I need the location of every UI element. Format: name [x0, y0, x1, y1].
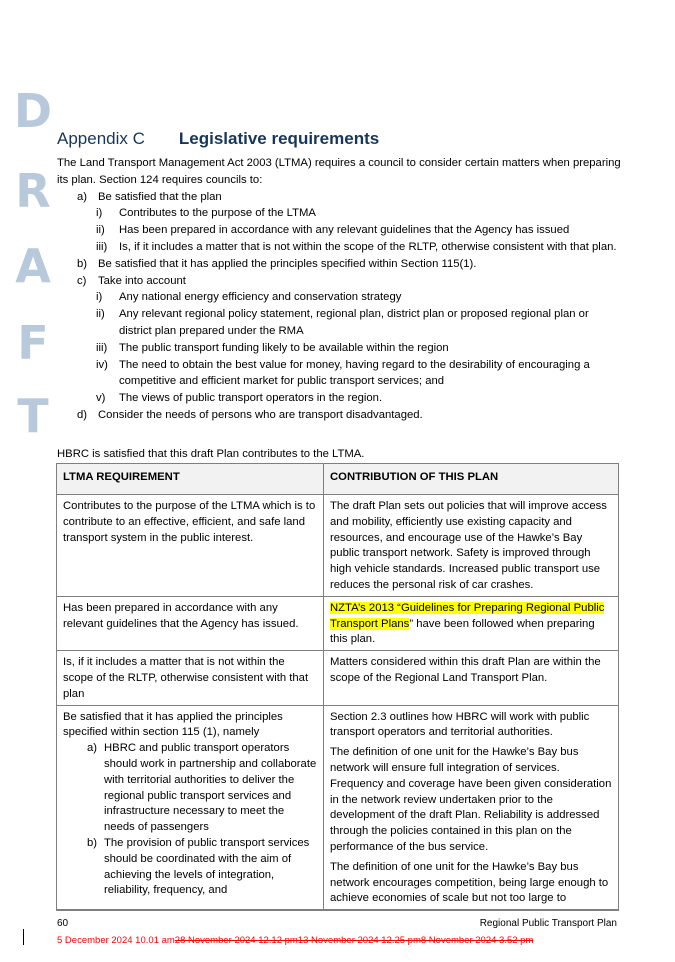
watermark-letter: D: [13, 84, 53, 138]
list-marker: iii): [96, 240, 108, 253]
list-marker: i): [96, 207, 103, 220]
principle-item: [63, 741, 317, 836]
ltma-requirements-table: [56, 463, 619, 910]
watermark-letter: F: [17, 316, 49, 370]
list-marker: a): [87, 742, 98, 755]
table-row: [57, 596, 619, 650]
revision-date: [57, 935, 533, 946]
sub-list-item-text: Contributes to the purpose of the LTMA: [119, 207, 316, 220]
list-marker: d): [77, 408, 88, 421]
requirement-cell: Contributes to the purpose of the LTMA which is to contribute to an effective, efficient, and safe land transport system in the public interest.: [57, 495, 324, 597]
requirement-cell: [57, 705, 324, 910]
list-item: [57, 273, 623, 407]
list-marker: v): [96, 392, 106, 405]
principle-text: The provision of public transport services should be coordinated with the aim of achieving the levels of integration, reliability, frequency, and: [104, 836, 310, 897]
contribution-paragraph: The definition of one unit for the Hawke’s Bay bus network encourages competition, being large enough to achieve economies of scale but not too large to: [330, 860, 609, 905]
list-marker: iii): [96, 341, 108, 354]
principle-text: HBRC and public transport operators should work in partnership and collaborate with territorial authorities to deliver the regional public transport services and infrastructure necessary to meet the needs of passengers: [104, 742, 317, 834]
sub-list-item: [57, 306, 623, 340]
sub-list-item: [57, 289, 623, 306]
sub-list-item: [57, 222, 623, 239]
footer-divider: [56, 910, 619, 911]
contribution-cell: [324, 596, 619, 650]
list-marker: b): [77, 257, 88, 270]
appendix-heading: [57, 129, 379, 149]
contribution-cell: The draft Plan sets out policies that will improve access and mobility, efficiently use existing capacity and resources, and encourage use of the Hawke’s Bay public transport network. Safety is improved through high vehicle standards. Increased public transport use reduces the personal risk of car crashes.: [324, 495, 619, 597]
sub-list-item: [57, 390, 623, 407]
appendix-label: Appendix C: [57, 129, 145, 148]
list-item-text: Take into account: [98, 274, 186, 287]
requirements-list: [57, 189, 623, 424]
list-item: [57, 256, 623, 273]
column-header: LTMA REQUIREMENT: [57, 464, 324, 495]
list-item: [57, 189, 623, 256]
sub-list-item-text: The need to obtain the best value for money, having regard to the desirability of encouraging a competitive and efficient market for public transport services; and: [119, 358, 590, 388]
sub-list-item-text: The public transport funding likely to be available within the region: [119, 341, 449, 354]
list-marker: a): [77, 190, 88, 203]
contribution-text: ” have been followed when preparing this plan.: [330, 617, 595, 646]
highlighted-text: NZTA’s 2013 “Guidelines for Preparing Regional Public Transport Plans: [330, 601, 605, 630]
watermark-letter: T: [17, 389, 49, 443]
sub-list-item: [57, 205, 623, 222]
sub-list-item-text: Has been prepared in accordance with any relevant guidelines that the Agency has issued: [119, 224, 570, 237]
table-row: [57, 651, 619, 705]
change-bar: [23, 929, 24, 945]
document-title: Regional Public Transport Plan: [479, 918, 617, 929]
sub-list-item: [57, 357, 623, 391]
principles-list: [63, 741, 317, 899]
table-header-row: [57, 464, 619, 495]
list-item: [57, 407, 623, 424]
summary-statement: HBRC is satisfied that this draft Plan contributes to the LTMA.: [57, 448, 365, 460]
principle-item: [63, 836, 317, 899]
column-header: CONTRIBUTION OF THIS PLAN: [324, 464, 619, 495]
requirement-cell: Is, if it includes a matter that is not within the scope of the RLTP, otherwise consistent with that plan: [57, 651, 324, 705]
sub-list-item-text: Any national energy efficiency and conservation strategy: [119, 291, 402, 304]
list-marker: b): [87, 836, 98, 849]
appendix-title: Legislative requirements: [178, 129, 380, 148]
watermark-letter: A: [15, 239, 51, 293]
sub-list: [98, 289, 623, 407]
page-number: 60: [57, 918, 69, 929]
contribution-paragraph: Section 2.3 outlines how HBRC will work with public transport operators and territorial authorities.: [330, 710, 590, 739]
list-marker: ii): [96, 224, 105, 237]
requirement-text: Be satisfied that it has applied the principles specified within section 115 (1), namely: [63, 710, 283, 739]
sub-list-item: [57, 239, 623, 256]
list-marker: ii): [96, 308, 105, 321]
list-item-text: Be satisfied that the plan: [98, 190, 222, 203]
sub-list-item-text: The views of public transport operators in the region.: [119, 392, 383, 405]
intro-paragraph: The Land Transport Management Act 2003 (LTMA) requires a council to consider certain matters when preparing its plan. Section 124 requires councils to:: [57, 157, 621, 186]
table-row: [57, 495, 619, 597]
list-item-text: Consider the needs of persons who are transport disadvantaged.: [98, 408, 423, 421]
body-text: [57, 155, 623, 424]
list-marker: iv): [96, 358, 108, 371]
sub-list-item-text: Any relevant regional policy statement, regional plan, district plan or proposed regional plan or district plan prepared under the RMA: [119, 308, 589, 337]
watermark-letter: R: [15, 164, 51, 218]
revision-current: 5 December 2024 10.01 am: [57, 935, 175, 946]
revision-deleted: 28 November 2024 12.12 pm13 November 2024 12.25 pm8 November 2024 3.52 pm: [174, 935, 534, 946]
list-item-text: Be satisfied that it has applied the principles specified within Section 115(1).: [98, 257, 477, 270]
contribution-cell: [324, 705, 619, 910]
sub-list: [98, 205, 623, 255]
contribution-cell: Matters considered within this draft Plan are within the scope of the Regional Land Transport Plan.: [324, 651, 619, 705]
list-marker: c): [77, 274, 87, 287]
sub-list-item: [57, 340, 623, 357]
requirement-cell: Has been prepared in accordance with any relevant guidelines that the Agency has issued.: [57, 596, 324, 650]
sub-list-item-text: Is, if it includes a matter that is not within the scope of the RLTP, otherwise consistent with that plan.: [119, 240, 617, 253]
table-row: [57, 705, 619, 910]
contribution-paragraph: The definition of one unit for the Hawke’s Bay bus network will ensure full integration of services. Frequency and coverage have been given consideration in the network review undertaken prior to the development of the draft Plan. Reliability is addressed through the policies contained in this plan on the performance of the bus service.: [330, 746, 612, 853]
list-marker: i): [96, 291, 103, 304]
